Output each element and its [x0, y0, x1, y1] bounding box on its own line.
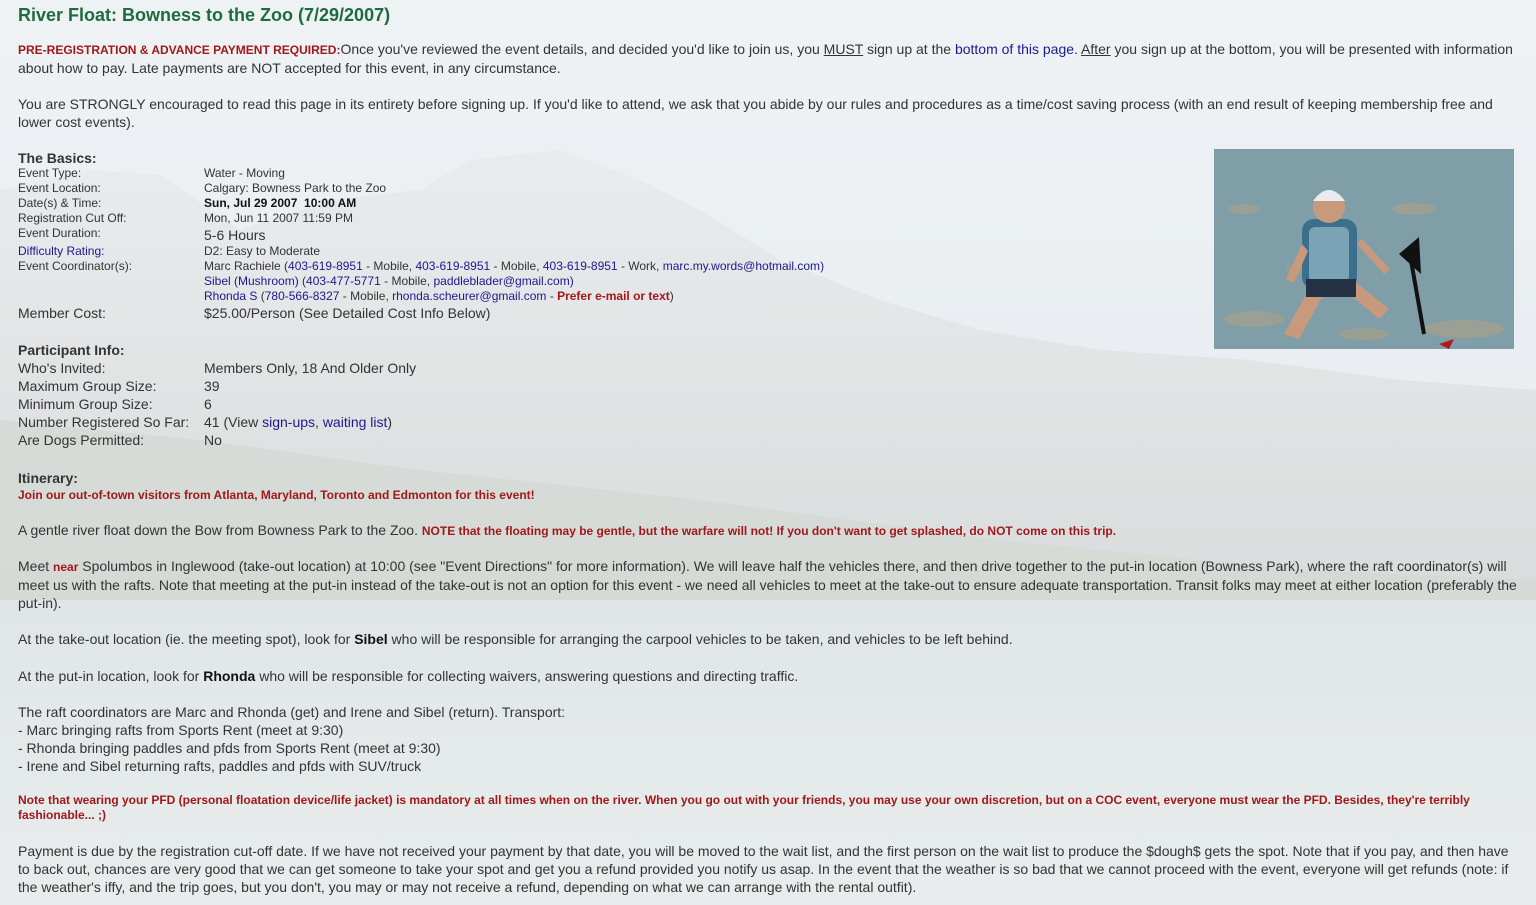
must-text: MUST	[823, 41, 864, 57]
member-cost-label: Member Cost:	[18, 305, 106, 321]
paren: )	[669, 289, 674, 303]
coordinator-name-link[interactable]: Rhonda S	[204, 289, 258, 303]
email-link[interactable]: rhonda.scheurer@gmail.com	[392, 289, 547, 303]
separator: ,	[315, 414, 323, 430]
basics-heading: The Basics:	[18, 150, 97, 166]
prereq-text-4: you sign up at the bottom, you will be presented with information about how to pay. Late payments are NOT accepted for this event, in any circumstance.	[18, 41, 1513, 76]
coordinator-marc	[204, 259, 824, 274]
coordinator-rhonda	[204, 289, 674, 304]
min-group-value: 6	[204, 396, 212, 412]
gentle-text: A gentle river float down the Bow from Bowness Park to the Zoo.	[18, 522, 422, 538]
raft-line: - Marc bringing rafts from Sports Rent (meet at 9:30)	[18, 722, 344, 738]
registered-value	[204, 415, 392, 430]
meet-paragraph	[18, 557, 1518, 612]
pfd-note: Note that wearing your PFD (personal floatation device/life jacket) is mandatory at all times when on the river. When you go out with your friends, you may use your own discretion, but on a COC event, everyone must wear the PFD. Besides, they're terribly fashionable... ;)	[18, 793, 1470, 822]
event-location-label: Event Location:	[18, 181, 101, 195]
near-text: near	[53, 560, 79, 574]
raft-line: - Rhonda bringing paddles and pfds from Sports Rent (meet at 9:30)	[18, 740, 441, 756]
putin-text: At the put-in location, look for	[18, 668, 204, 684]
email-link[interactable]: marc.my.words@hotmail.com	[662, 259, 821, 273]
paren: (	[257, 289, 265, 303]
duration-value: 5-6 Hours	[204, 227, 266, 243]
max-group-label: Maximum Group Size:	[18, 378, 157, 394]
coordinator-name: Marc Rachiele (	[204, 259, 289, 273]
registered-count: 41 (View	[204, 414, 263, 430]
paren: (	[298, 274, 307, 288]
phone-link[interactable]: 403-477-5771	[306, 274, 381, 288]
email-link[interactable]: paddleblader@gmail.com	[433, 274, 570, 288]
paren: )	[569, 274, 574, 288]
event-type-label: Event Type:	[18, 166, 82, 180]
registered-label: Number Registered So Far:	[18, 414, 190, 430]
datetime-label: Date(s) & Time:	[18, 196, 102, 210]
paren: )	[820, 259, 825, 273]
prereq-text-1: Once you've reviewed the event details, and decided you'd like to join us, you	[340, 41, 824, 57]
raft-line: The raft coordinators are Marc and Rhonda (get) and Irene and Sibel (return). Transport:	[18, 704, 566, 720]
phone-type: - Mobile,	[490, 259, 543, 273]
phone-type: - Mobile,	[339, 289, 393, 303]
datetime-value: Sun, Jul 29 2007 10:00 AM	[204, 196, 357, 210]
prereq-paragraph	[18, 40, 1518, 77]
max-group-value: 39	[204, 378, 220, 394]
paren: )	[387, 414, 393, 430]
gentle-paragraph	[18, 521, 1518, 540]
putin-text-2: who will be responsible for collecting waivers, answering questions and directing traffic.	[255, 668, 799, 684]
meet-text-2: Spolumbos in Inglewood (take-out location) at 10:00 (see "Event Directions" for more information). We will leave half the vehicles there, and then drive together to the put-in location (Bowness Park), where the raft coordinator(s) will meet us with the rafts. Note that meeting at the put-in instead of the take-out is not an option for this event - we need all vehicles to meet at the take-out to ensure adequate transportation. Transit folks may meet at either location (preferably the put-in).	[18, 558, 1517, 611]
dogs-value: No	[204, 432, 222, 448]
putin-contact: Rhonda	[203, 668, 256, 684]
contact-preference: Prefer e-mail or text	[557, 289, 670, 303]
difficulty-rating-link[interactable]: Difficulty Rating:	[18, 244, 105, 258]
payment-paragraph: Payment is due by the registration cut-off date. If we have not received your payment by that date, you will be moved to the wait list, and the first person on the wait list to produce the $dough$ gets the spot. Note that if you pay, and then have to back out, chances are very good that we can get someone to take your spot and get you a refund provided you notify us asap. In the event that the weather is so bad that we cannot proceed with the event, everyone will get refunds (note: if the weather's iffy, and the trip goes, but you don't, you may or may not receive a refund, depending on what we can arrange with the rental outfit).	[18, 843, 1509, 895]
takeout-text-2: who will be responsible for arranging the carpool vehicles to be taken, and vehicles to be left behind.	[387, 631, 1013, 647]
phone-type: - Mobile,	[362, 259, 416, 273]
separator: -	[546, 289, 558, 303]
event-type-value: Water - Moving	[204, 166, 285, 180]
meet-text: Meet	[18, 558, 54, 574]
takeout-paragraph	[18, 630, 1518, 648]
waiting-list-link[interactable]: waiting list	[322, 414, 388, 430]
coordinator-name-link[interactable]: Sibel (Mushroom)	[204, 274, 299, 288]
cutoff-label: Registration Cut Off:	[18, 211, 127, 225]
phone-type: - Work,	[617, 259, 663, 273]
min-group-label: Minimum Group Size:	[18, 396, 153, 412]
dogs-label: Are Dogs Permitted:	[18, 432, 145, 448]
duration-label: Event Duration:	[18, 226, 101, 240]
sign-ups-link[interactable]: sign-ups	[262, 414, 316, 430]
cutoff-value: Mon, Jun 11 2007 11:59 PM	[204, 211, 353, 225]
phone-link[interactable]: 403-619-8951	[542, 259, 618, 273]
takeout-contact: Sibel	[354, 631, 388, 647]
phone-link[interactable]: 403-619-8951	[415, 259, 491, 273]
prereq-text-2: sign up at the	[863, 41, 955, 57]
event-photo	[1214, 149, 1514, 349]
raft-coordinators-block	[18, 703, 1518, 775]
event-location-value: Calgary: Bowness Park to the Zoo	[204, 181, 387, 195]
warfare-note: NOTE that the floating may be gentle, but the warfare will not! If you don't want to get splashed, do NOT come on this trip.	[421, 524, 1117, 538]
bottom-of-page-link[interactable]: bottom of this page	[954, 41, 1075, 57]
phone-type: - Mobile,	[380, 274, 434, 288]
phone-link[interactable]: 780-566-8327	[264, 289, 340, 303]
participant-heading: Participant Info:	[18, 342, 125, 358]
encouraged-paragraph: You are STRONGLY encouraged to read this page in its entirety before signing up. If you'd like to attend, we ask that you abide by our rules and procedures as a time/cost saving process (with an end result of keeping membership free and lower cost events).	[18, 96, 1493, 130]
difficulty-value: D2: Easy to Moderate	[204, 244, 321, 258]
person-in-river-image	[1214, 149, 1514, 349]
coordinator-sibel	[204, 274, 574, 289]
phone-link[interactable]: 403-619-8951	[288, 259, 363, 273]
takeout-text: At the take-out location (ie. the meeting spot), look for	[18, 631, 355, 647]
prereq-text-3: .	[1074, 41, 1082, 57]
invited-label: Who's Invited:	[18, 360, 106, 376]
member-cost-value: $25.00/Person (See Detailed Cost Info Below)	[204, 305, 491, 321]
page-title: River Float: Bowness to the Zoo (7/29/2007)	[18, 5, 391, 25]
invited-value: Members Only, 18 And Older Only	[204, 360, 417, 376]
itinerary-heading: Itinerary:	[18, 470, 78, 486]
coordinators-label: Event Coordinator(s):	[18, 259, 133, 273]
visitors-note: Join our out-of-town visitors from Atlanta, Maryland, Toronto and Edmonton for this event!	[18, 488, 535, 502]
prereq-label: PRE-REGISTRATION & ADVANCE PAYMENT REQUIRED:	[18, 43, 341, 57]
raft-line: - Irene and Sibel returning rafts, paddles and pfds with SUV/truck	[18, 758, 422, 774]
after-text: After	[1081, 41, 1111, 57]
putin-paragraph	[18, 667, 1518, 685]
